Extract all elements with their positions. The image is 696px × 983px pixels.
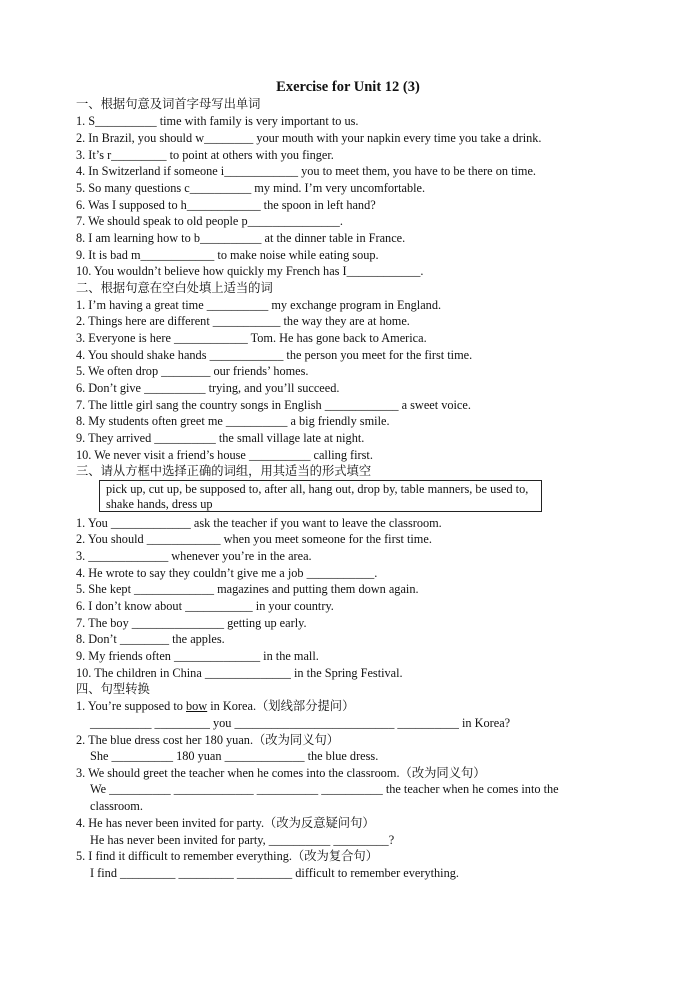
list-item: 1. You _____________ ask the teacher if you want to leave the classroom. xyxy=(76,516,442,530)
list-item: 10. You wouldn’t believe how quickly my French has I____________. xyxy=(76,264,424,278)
list-item: 10. We never visit a friend’s house __________ calling first. xyxy=(76,448,373,462)
question-2: 2. The blue dress cost her 180 yuan.（改为同义句） xyxy=(76,733,340,747)
answer-line-2: She __________ 180 yuan _____________ the blue dress. xyxy=(90,749,379,763)
list-item: 9. My friends often ______________ in the mall. xyxy=(76,649,319,663)
list-item: 8. I am learning how to b__________ at the dinner table in France. xyxy=(76,231,406,245)
list-item: 7. The boy _______________ getting up early. xyxy=(76,616,307,630)
list-item: 6. I don’t know about ___________ in your country. xyxy=(76,599,334,613)
list-item: 1. I’m having a great time __________ my exchange program in England. xyxy=(76,298,442,312)
question-1-suffix: in Korea.（划线部分提问） xyxy=(207,699,355,713)
list-item: 6. Was I supposed to h____________ the spoon in left hand? xyxy=(76,198,376,212)
list-item: 7. The little girl sang the country songs in English ____________ a sweet voice. xyxy=(76,398,471,412)
list-item: 2. You should ____________ when you meet someone for the first time. xyxy=(76,532,432,546)
section2-heading: 二、根据句意在空白处填上适当的词 xyxy=(76,281,273,295)
list-item: 4. He wrote to say they couldn’t give me a job ___________. xyxy=(76,566,378,580)
list-item: 4. In Switzerland if someone i____________ you to meet them, you have to be there on time. xyxy=(76,164,537,178)
list-item: 8. Don’t ________ the apples. xyxy=(76,632,225,646)
list-item: 7. We should speak to old people p_______________. xyxy=(76,214,343,228)
section3-heading: 三、请从方框中选择正确的词组，用其适当的形式填空 xyxy=(76,464,372,478)
list-item: 10. The children in China ______________ in the Spring Festival. xyxy=(76,666,403,680)
list-item: 3. It’s r_________ to point at others with you finger. xyxy=(76,148,334,162)
list-item: 2. In Brazil, you should w________ your mouth with your napkin every time you take a drink. xyxy=(76,131,542,145)
question-5: 5. I find it difficult to remember everything.（改为复合句） xyxy=(76,849,379,863)
answer-line-5: I find _________ _________ _________ difficult to remember everything. xyxy=(90,866,459,880)
list-item: 4. You should shake hands ____________ the person you meet for the first time. xyxy=(76,348,473,362)
question-1 xyxy=(76,698,626,714)
list-item: 5. So many questions c__________ my mind. I’m very uncomfortable. xyxy=(76,181,426,195)
answer-line-1: __________ _________ you __________________________ __________ in Korea? xyxy=(90,716,511,730)
answer-line-3-cont: classroom. xyxy=(90,799,143,813)
answer-line-3: We __________ _____________ __________ __________ the teacher when he comes into the xyxy=(90,782,559,796)
list-item: 9. It is bad m____________ to make noise while eating soup. xyxy=(76,248,379,262)
section1-heading: 一、根据句意及词首字母写出单词 xyxy=(76,97,261,111)
list-item: 5. We often drop ________ our friends’ homes. xyxy=(76,364,309,378)
phrase-box: pick up, cut up, be supposed to, after all, hang out, drop by, table manners, be used to, shake hands, dress up xyxy=(99,480,542,512)
question-4: 4. He has never been invited for party.（改为反意疑问句） xyxy=(76,816,375,830)
list-item: 9. They arrived __________ the small village late at night. xyxy=(76,431,365,445)
list-item: 3. _____________ whenever you’re in the area. xyxy=(76,549,312,563)
underlined-word: bow xyxy=(186,699,208,713)
question-3: 3. We should greet the teacher when he comes into the classroom.（改为同义句） xyxy=(76,766,486,780)
list-item: 1. S__________ time with family is very important to us. xyxy=(76,114,359,128)
list-item: 8. My students often greet me __________ a big friendly smile. xyxy=(76,414,390,428)
list-item: 5. She kept _____________ magazines and putting them down again. xyxy=(76,582,419,596)
section4-heading: 四、句型转换 xyxy=(76,682,150,696)
page-title: Exercise for Unit 12 (3) xyxy=(276,79,420,95)
list-item: 6. Don’t give __________ trying, and you’ll succeed. xyxy=(76,381,340,395)
list-item: 2. Things here are different ___________ the way they are at home. xyxy=(76,314,410,328)
list-item: 3. Everyone is here ____________ Tom. He has gone back to America. xyxy=(76,331,427,345)
question-1-prefix: 1. You’re supposed to xyxy=(76,699,186,713)
answer-line-4: He has never been invited for party, __________ _________? xyxy=(90,833,395,847)
